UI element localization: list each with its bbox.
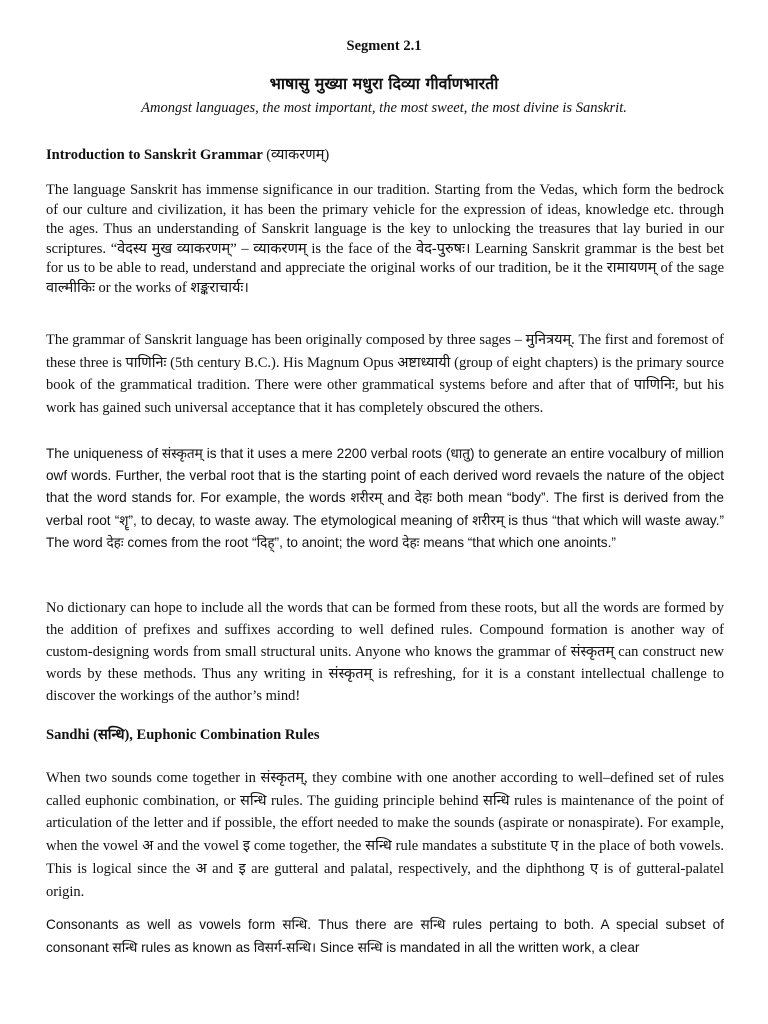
paragraph-introduction: The language Sanskrit has immense significance in our tradition. Starting from the Vedas, which form the bedrock of our culture and civilization, it has been the primary vehicle for the expression of ideas, knowledge etc. through the ages. Thus an understanding of Sanskrit language is the key to unlocking the treasures that lay buried in our scriptures. “वेदस्य मुख व्याकरणम्” – व्याकरणम् is the face of the वेद-पुरुषः। Learning Sanskrit grammar is the best bet for us to be able to read, understand and appreciate the original works of our tradition, be it the रामायणम् of the sage वाल्मीकिः or the works of शङ्कराचार्यः।	[46, 182, 724, 296]
segment-title: Segment 2.1	[346, 38, 422, 54]
title-translation: Amongst languages, the most important, the most sweet, the most divine is Sanskrit.	[141, 100, 627, 116]
section-heading-text: Introduction to Sanskrit Grammar	[46, 147, 263, 163]
paragraph-sandhi-consonants: Consonants as well as vowels form सन्धि. Thus there are सन्धि rules pertaing to both. A special subset of consonant सन्धि rules as known as विसर्ग-सन्धि। Since सन्धि is mandated in all the written work, a clear	[46, 917, 724, 955]
section-heading-sanskrit: (व्याकरणम्)	[266, 147, 330, 163]
section-heading-sandhi: Sandhi (सन्धि), Euphonic Combination Rules	[46, 727, 320, 743]
paragraph-verbal-roots: The uniqueness of संस्कृतम् is that it uses a mere 2200 verbal roots (धातु) to generate an entire vocalbury of million owf words. Further, the verbal root that is the starting point of each derived word revaels the nature of the object that the word stands for. For example, the words शरीरम् and देहः both mean “body”. The first is derived from the verbal root “शॄ”, to decay, to waste away. The etymological meaning of शरीरम् is thus “that which will waste away.” The word देहः comes from the root “दिह्”, to anoint; the word देहः means “that which one anoints.”	[46, 446, 724, 550]
paragraph-sandhi-intro: When two sounds come together in संस्कृतम्, they combine with one another according to well–defined set of rules called euphonic combination, or सन्धि rules. The guiding principle behind सन्धि rules is maintenance of the point of articulation of the letter and if possible, the effort needed to make the sounds (aspirate or nonaspirate). For example, when the vowel अ and the vowel इ come together, the सन्धि rule mandates a substitute ए in the place of both vowels. This is logical since the अ and इ are gutteral and palatal, respectively, and the diphthong ए is of gutteral-palatel origin.	[46, 770, 724, 900]
sanskrit-title: भाषासु मुख्या मधुरा दिव्या गीर्वाणभारती	[269, 74, 499, 93]
paragraph-grammar-origin: The grammar of Sanskrit language has been originally composed by three sages – मुनित्रयम्. The first and foremost of these three is पाणिनिः (5th century B.C.). His Magnum Opus अष्टाध्यायी (group of eight chapters) is the primary source book of the grammatical tradition. There were other grammatical systems before and after that of पाणिनिः, but his work has gained such universal acceptance that it has completely obscured the others.	[46, 332, 724, 417]
paragraph-word-formation: No dictionary can hope to include all the words that can be formed from these roots, but all the words are formed by the addition of prefixes and suffixes according to well defined rules. Compound formation is another way of custom-designing words from small structural units. Anyone who knows the grammar of संस्कृतम् can construct new words by these methods. Thus any writing in संस्कृतम् is refreshing, for it is a constant intellectual challenge to discover the workings of the author’s mind!	[46, 600, 724, 704]
section-heading-grammar	[46, 144, 724, 164]
